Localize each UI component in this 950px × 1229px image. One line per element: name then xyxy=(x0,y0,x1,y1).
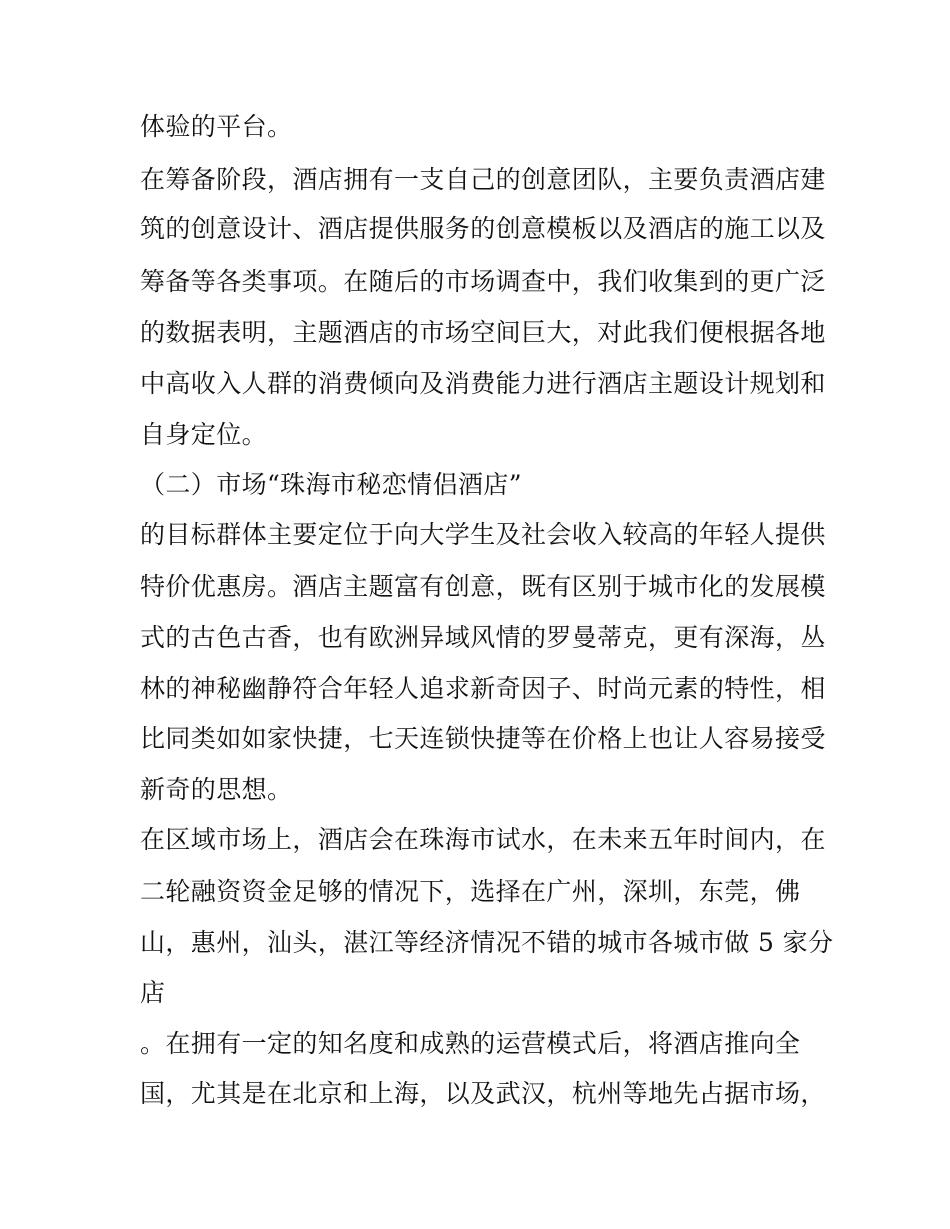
text-line: 山，惠州，汕头，湛江等经济情况不错的城市各城市做 5 家分 xyxy=(140,928,834,957)
text-line: 体验的平台。 xyxy=(140,112,293,141)
text-line: 林的神秘幽静符合年轻人追求新奇因子、时尚元素的特性，相 xyxy=(140,674,826,703)
text-line: 店 xyxy=(140,978,166,1007)
text-line: 新奇的思想。 xyxy=(140,775,293,804)
text-line: 中高收入人群的消费倾向及消费能力进行酒店主题设计规划和 xyxy=(140,369,826,398)
text-line: 在筹备阶段，酒店拥有一支自己的创意团队，主要负责酒店建 xyxy=(140,165,826,194)
text-line: 在区域市场上，酒店会在珠海市试水，在未来五年时间内，在 xyxy=(140,825,826,854)
text-line: 。在拥有一定的知名度和成熟的运营模式后，将酒店推向全 xyxy=(140,1029,801,1058)
text-line: 筑的创意设计、酒店提供服务的创意模板以及酒店的施工以及 xyxy=(140,214,826,243)
text-line: 筹备等各类事项。在随后的市场调查中，我们收集到的更广泛 xyxy=(140,267,826,296)
text-line: 二轮融资资金足够的情况下，选择在广州，深圳，东莞，佛 xyxy=(140,877,801,906)
text-line: 的目标群体主要定位于向大学生及社会收入较高的年轻人提供 xyxy=(140,520,826,549)
text-line: 式的古色古香，也有欧洲异域风情的罗曼蒂克，更有深海，丛 xyxy=(140,623,826,652)
text-line: 特价优惠房。酒店主题富有创意，既有区别于城市化的发展模 xyxy=(140,572,826,601)
text-line: 自身定位。 xyxy=(140,420,268,449)
text-line: 国，尤其是在北京和上海，以及武汉，杭州等地先占据市场， xyxy=(140,1079,826,1108)
text-line: 的数据表明，主题酒店的市场空间巨大，对此我们便根据各地 xyxy=(140,318,826,347)
section-heading: （二）市场“珠海市秘恋情侣酒店” xyxy=(140,470,522,499)
text-line: 比同类如如家快捷，七天连锁快捷等在价格上也让人容易接受 xyxy=(140,724,826,753)
